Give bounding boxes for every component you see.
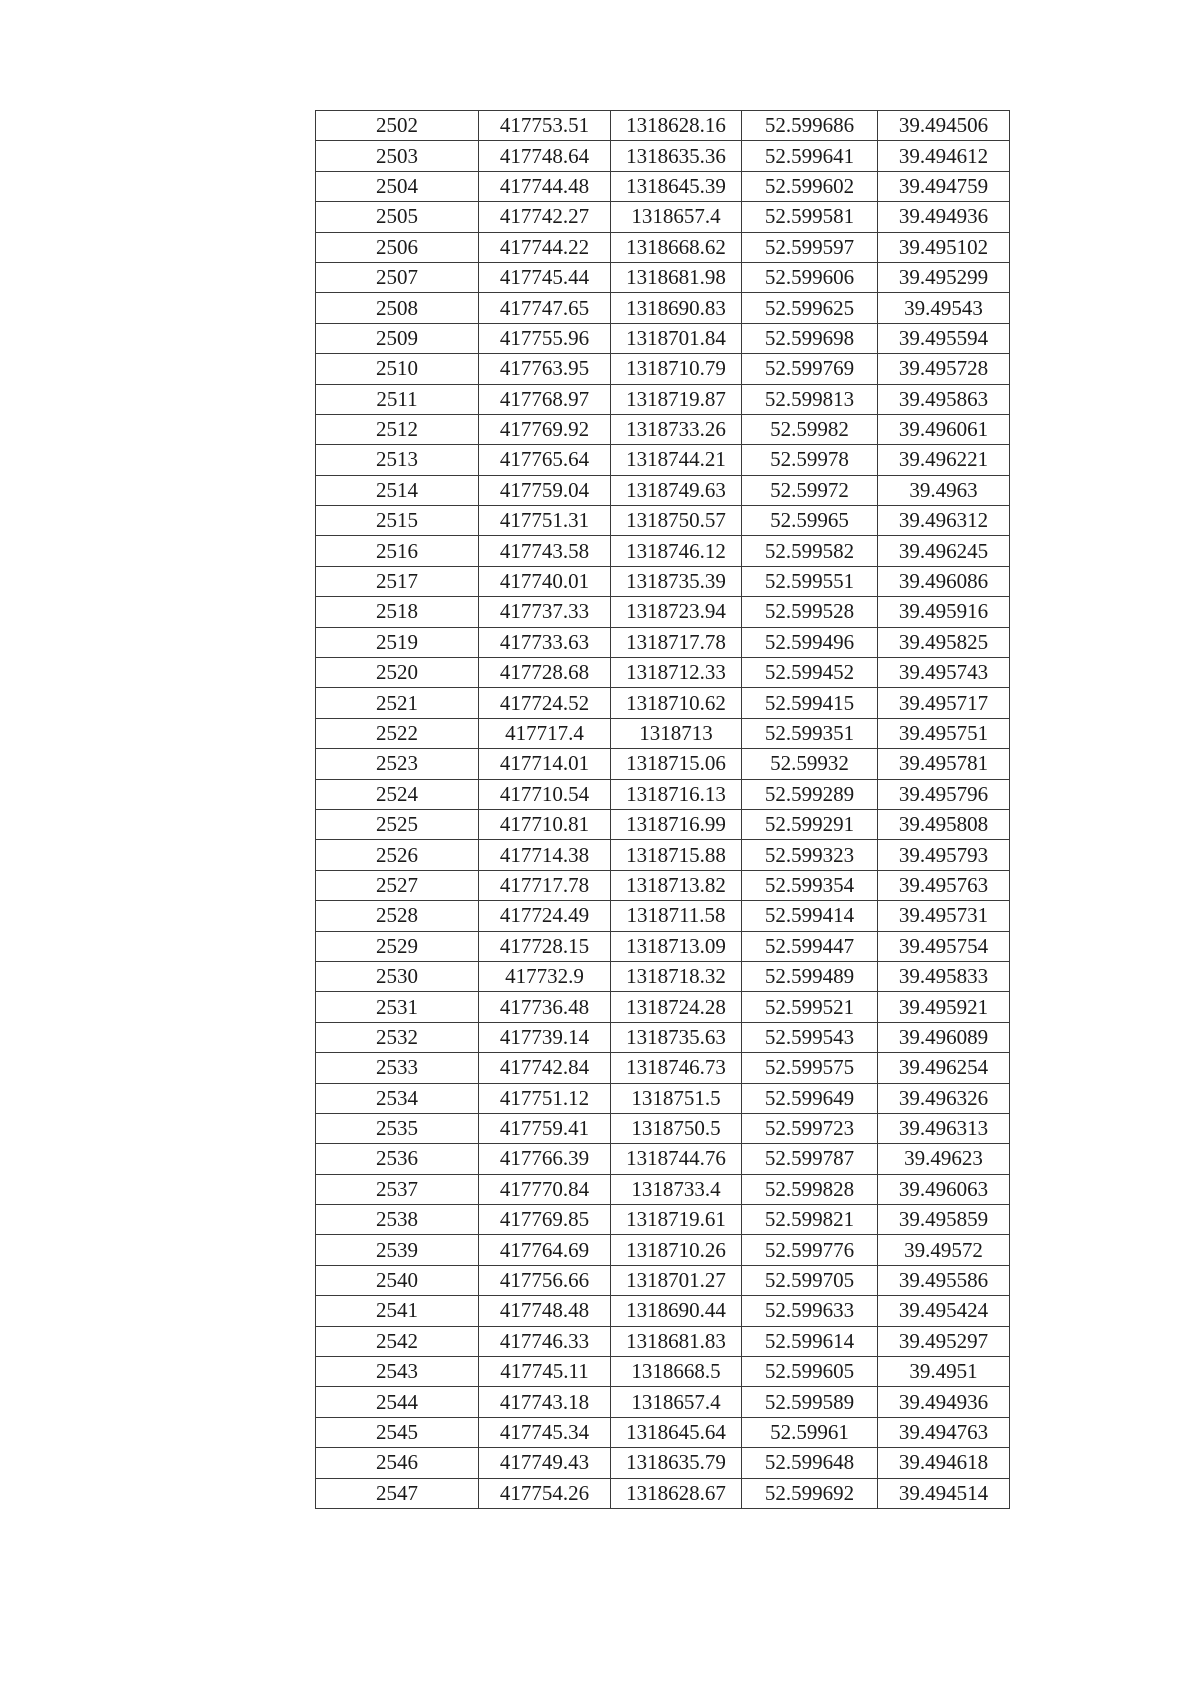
y-coordinate-cell: 1318657.4 xyxy=(611,202,742,232)
x-coordinate-cell: 417745.11 xyxy=(479,1357,611,1387)
y-coordinate-cell: 1318668.62 xyxy=(611,232,742,262)
longitude-cell: 39.495728 xyxy=(878,354,1010,384)
table-row xyxy=(316,809,1010,839)
longitude-cell: 39.495424 xyxy=(878,1296,1010,1326)
x-coordinate-cell: 417728.15 xyxy=(479,931,611,961)
point-number-cell: 2520 xyxy=(316,658,479,688)
longitude-cell: 39.4951 xyxy=(878,1357,1010,1387)
longitude-cell: 39.494763 xyxy=(878,1417,1010,1447)
point-number-cell: 2508 xyxy=(316,293,479,323)
table-row xyxy=(316,870,1010,900)
x-coordinate-cell: 417710.81 xyxy=(479,809,611,839)
point-number-cell: 2536 xyxy=(316,1144,479,1174)
longitude-cell: 39.495299 xyxy=(878,262,1010,292)
point-number-cell: 2542 xyxy=(316,1326,479,1356)
table-row xyxy=(316,597,1010,627)
point-number-cell: 2505 xyxy=(316,202,479,232)
y-coordinate-cell: 1318681.98 xyxy=(611,262,742,292)
table-row xyxy=(316,232,1010,262)
latitude-cell: 52.599289 xyxy=(742,779,878,809)
longitude-cell: 39.496086 xyxy=(878,566,1010,596)
longitude-cell: 39.496245 xyxy=(878,536,1010,566)
latitude-cell: 52.599447 xyxy=(742,931,878,961)
table-row xyxy=(316,141,1010,171)
x-coordinate-cell: 417740.01 xyxy=(479,566,611,596)
x-coordinate-cell: 417742.84 xyxy=(479,1053,611,1083)
table-row xyxy=(316,171,1010,201)
y-coordinate-cell: 1318645.64 xyxy=(611,1417,742,1447)
y-coordinate-cell: 1318746.12 xyxy=(611,536,742,566)
longitude-cell: 39.495594 xyxy=(878,323,1010,353)
x-coordinate-cell: 417714.38 xyxy=(479,840,611,870)
latitude-cell: 52.599323 xyxy=(742,840,878,870)
longitude-cell: 39.496313 xyxy=(878,1113,1010,1143)
latitude-cell: 52.599489 xyxy=(742,961,878,991)
y-coordinate-cell: 1318749.63 xyxy=(611,475,742,505)
point-number-cell: 2526 xyxy=(316,840,479,870)
latitude-cell: 52.599641 xyxy=(742,141,878,171)
longitude-cell: 39.49572 xyxy=(878,1235,1010,1265)
longitude-cell: 39.49623 xyxy=(878,1144,1010,1174)
y-coordinate-cell: 1318712.33 xyxy=(611,658,742,688)
x-coordinate-cell: 417742.27 xyxy=(479,202,611,232)
y-coordinate-cell: 1318713.82 xyxy=(611,870,742,900)
table-row xyxy=(316,293,1010,323)
longitude-cell: 39.496221 xyxy=(878,445,1010,475)
latitude-cell: 52.599528 xyxy=(742,597,878,627)
latitude-cell: 52.599769 xyxy=(742,354,878,384)
latitude-cell: 52.599575 xyxy=(742,1053,878,1083)
y-coordinate-cell: 1318718.32 xyxy=(611,961,742,991)
point-number-cell: 2545 xyxy=(316,1417,479,1447)
longitude-cell: 39.494506 xyxy=(878,111,1010,141)
table-row xyxy=(316,1296,1010,1326)
latitude-cell: 52.599813 xyxy=(742,384,878,414)
y-coordinate-cell: 1318713 xyxy=(611,718,742,748)
point-number-cell: 2543 xyxy=(316,1357,479,1387)
table-row xyxy=(316,1448,1010,1478)
longitude-cell: 39.495825 xyxy=(878,627,1010,657)
latitude-cell: 52.599828 xyxy=(742,1174,878,1204)
latitude-cell: 52.599649 xyxy=(742,1083,878,1113)
y-coordinate-cell: 1318716.99 xyxy=(611,809,742,839)
point-number-cell: 2535 xyxy=(316,1113,479,1143)
y-coordinate-cell: 1318711.58 xyxy=(611,901,742,931)
table-row xyxy=(316,1326,1010,1356)
y-coordinate-cell: 1318735.39 xyxy=(611,566,742,596)
table-row xyxy=(316,901,1010,931)
longitude-cell: 39.496312 xyxy=(878,506,1010,536)
point-number-cell: 2509 xyxy=(316,323,479,353)
longitude-cell: 39.495743 xyxy=(878,658,1010,688)
point-number-cell: 2547 xyxy=(316,1478,479,1508)
latitude-cell: 52.599698 xyxy=(742,323,878,353)
table-row xyxy=(316,536,1010,566)
longitude-cell: 39.495781 xyxy=(878,749,1010,779)
x-coordinate-cell: 417754.26 xyxy=(479,1478,611,1508)
table-row xyxy=(316,323,1010,353)
latitude-cell: 52.599723 xyxy=(742,1113,878,1143)
latitude-cell: 52.59932 xyxy=(742,749,878,779)
latitude-cell: 52.599787 xyxy=(742,1144,878,1174)
x-coordinate-cell: 417724.52 xyxy=(479,688,611,718)
table-row xyxy=(316,931,1010,961)
table-row xyxy=(316,506,1010,536)
point-number-cell: 2507 xyxy=(316,262,479,292)
table-row xyxy=(316,658,1010,688)
y-coordinate-cell: 1318713.09 xyxy=(611,931,742,961)
point-number-cell: 2532 xyxy=(316,1022,479,1052)
latitude-cell: 52.599625 xyxy=(742,293,878,323)
latitude-cell: 52.599496 xyxy=(742,627,878,657)
table-row xyxy=(316,1357,1010,1387)
y-coordinate-cell: 1318710.62 xyxy=(611,688,742,718)
latitude-cell: 52.599821 xyxy=(742,1205,878,1235)
longitude-cell: 39.494936 xyxy=(878,202,1010,232)
y-coordinate-cell: 1318750.5 xyxy=(611,1113,742,1143)
table-row xyxy=(316,840,1010,870)
x-coordinate-cell: 417744.22 xyxy=(479,232,611,262)
table-row xyxy=(316,566,1010,596)
table-row xyxy=(316,1265,1010,1295)
x-coordinate-cell: 417736.48 xyxy=(479,992,611,1022)
y-coordinate-cell: 1318710.26 xyxy=(611,1235,742,1265)
point-number-cell: 2522 xyxy=(316,718,479,748)
longitude-cell: 39.496089 xyxy=(878,1022,1010,1052)
longitude-cell: 39.4963 xyxy=(878,475,1010,505)
latitude-cell: 52.599602 xyxy=(742,171,878,201)
longitude-cell: 39.496061 xyxy=(878,414,1010,444)
latitude-cell: 52.59965 xyxy=(742,506,878,536)
point-number-cell: 2537 xyxy=(316,1174,479,1204)
latitude-cell: 52.599291 xyxy=(742,809,878,839)
x-coordinate-cell: 417743.58 xyxy=(479,536,611,566)
longitude-cell: 39.496063 xyxy=(878,1174,1010,1204)
y-coordinate-cell: 1318733.26 xyxy=(611,414,742,444)
latitude-cell: 52.59961 xyxy=(742,1417,878,1447)
coordinates-table-body xyxy=(316,111,1010,1509)
y-coordinate-cell: 1318719.87 xyxy=(611,384,742,414)
y-coordinate-cell: 1318716.13 xyxy=(611,779,742,809)
table-row xyxy=(316,1417,1010,1447)
point-number-cell: 2531 xyxy=(316,992,479,1022)
x-coordinate-cell: 417710.54 xyxy=(479,779,611,809)
table-row xyxy=(316,262,1010,292)
table-row xyxy=(316,992,1010,1022)
table-row xyxy=(316,384,1010,414)
y-coordinate-cell: 1318668.5 xyxy=(611,1357,742,1387)
y-coordinate-cell: 1318681.83 xyxy=(611,1326,742,1356)
table-row xyxy=(316,718,1010,748)
table-row xyxy=(316,1113,1010,1143)
table-row xyxy=(316,111,1010,141)
y-coordinate-cell: 1318635.79 xyxy=(611,1448,742,1478)
x-coordinate-cell: 417768.97 xyxy=(479,384,611,414)
table-row xyxy=(316,779,1010,809)
point-number-cell: 2533 xyxy=(316,1053,479,1083)
x-coordinate-cell: 417763.95 xyxy=(479,354,611,384)
latitude-cell: 52.599605 xyxy=(742,1357,878,1387)
table-row xyxy=(316,1205,1010,1235)
x-coordinate-cell: 417769.85 xyxy=(479,1205,611,1235)
point-number-cell: 2529 xyxy=(316,931,479,961)
x-coordinate-cell: 417759.04 xyxy=(479,475,611,505)
x-coordinate-cell: 417724.49 xyxy=(479,901,611,931)
longitude-cell: 39.495916 xyxy=(878,597,1010,627)
latitude-cell: 52.599614 xyxy=(742,1326,878,1356)
longitude-cell: 39.495102 xyxy=(878,232,1010,262)
longitude-cell: 39.495297 xyxy=(878,1326,1010,1356)
x-coordinate-cell: 417755.96 xyxy=(479,323,611,353)
y-coordinate-cell: 1318750.57 xyxy=(611,506,742,536)
point-number-cell: 2538 xyxy=(316,1205,479,1235)
latitude-cell: 52.599776 xyxy=(742,1235,878,1265)
longitude-cell: 39.495833 xyxy=(878,961,1010,991)
latitude-cell: 52.599354 xyxy=(742,870,878,900)
x-coordinate-cell: 417747.65 xyxy=(479,293,611,323)
x-coordinate-cell: 417756.66 xyxy=(479,1265,611,1295)
latitude-cell: 52.59978 xyxy=(742,445,878,475)
point-number-cell: 2540 xyxy=(316,1265,479,1295)
longitude-cell: 39.494936 xyxy=(878,1387,1010,1417)
x-coordinate-cell: 417766.39 xyxy=(479,1144,611,1174)
latitude-cell: 52.599633 xyxy=(742,1296,878,1326)
x-coordinate-cell: 417759.41 xyxy=(479,1113,611,1143)
longitude-cell: 39.495796 xyxy=(878,779,1010,809)
x-coordinate-cell: 417745.34 xyxy=(479,1417,611,1447)
point-number-cell: 2541 xyxy=(316,1296,479,1326)
longitude-cell: 39.495863 xyxy=(878,384,1010,414)
x-coordinate-cell: 417739.14 xyxy=(479,1022,611,1052)
y-coordinate-cell: 1318733.4 xyxy=(611,1174,742,1204)
longitude-cell: 39.495586 xyxy=(878,1265,1010,1295)
y-coordinate-cell: 1318635.36 xyxy=(611,141,742,171)
y-coordinate-cell: 1318717.78 xyxy=(611,627,742,657)
point-number-cell: 2516 xyxy=(316,536,479,566)
latitude-cell: 52.599351 xyxy=(742,718,878,748)
latitude-cell: 52.599581 xyxy=(742,202,878,232)
x-coordinate-cell: 417728.68 xyxy=(479,658,611,688)
point-number-cell: 2510 xyxy=(316,354,479,384)
x-coordinate-cell: 417732.9 xyxy=(479,961,611,991)
x-coordinate-cell: 417714.01 xyxy=(479,749,611,779)
longitude-cell: 39.49543 xyxy=(878,293,1010,323)
longitude-cell: 39.495921 xyxy=(878,992,1010,1022)
x-coordinate-cell: 417748.64 xyxy=(479,141,611,171)
point-number-cell: 2519 xyxy=(316,627,479,657)
point-number-cell: 2546 xyxy=(316,1448,479,1478)
latitude-cell: 52.599415 xyxy=(742,688,878,718)
latitude-cell: 52.599551 xyxy=(742,566,878,596)
table-row xyxy=(316,475,1010,505)
latitude-cell: 52.599692 xyxy=(742,1478,878,1508)
longitude-cell: 39.494612 xyxy=(878,141,1010,171)
x-coordinate-cell: 417764.69 xyxy=(479,1235,611,1265)
longitude-cell: 39.495754 xyxy=(878,931,1010,961)
longitude-cell: 39.495808 xyxy=(878,809,1010,839)
longitude-cell: 39.494514 xyxy=(878,1478,1010,1508)
table-row xyxy=(316,414,1010,444)
x-coordinate-cell: 417748.48 xyxy=(479,1296,611,1326)
latitude-cell: 52.599648 xyxy=(742,1448,878,1478)
y-coordinate-cell: 1318744.76 xyxy=(611,1144,742,1174)
latitude-cell: 52.599543 xyxy=(742,1022,878,1052)
y-coordinate-cell: 1318628.67 xyxy=(611,1478,742,1508)
point-number-cell: 2544 xyxy=(316,1387,479,1417)
latitude-cell: 52.599452 xyxy=(742,658,878,688)
table-row xyxy=(316,445,1010,475)
table-row xyxy=(316,202,1010,232)
point-number-cell: 2517 xyxy=(316,566,479,596)
table-row xyxy=(316,1083,1010,1113)
longitude-cell: 39.495763 xyxy=(878,870,1010,900)
x-coordinate-cell: 417746.33 xyxy=(479,1326,611,1356)
longitude-cell: 39.494759 xyxy=(878,171,1010,201)
point-number-cell: 2524 xyxy=(316,779,479,809)
latitude-cell: 52.599606 xyxy=(742,262,878,292)
point-number-cell: 2512 xyxy=(316,414,479,444)
y-coordinate-cell: 1318645.39 xyxy=(611,171,742,201)
y-coordinate-cell: 1318701.27 xyxy=(611,1265,742,1295)
x-coordinate-cell: 417743.18 xyxy=(479,1387,611,1417)
latitude-cell: 52.599705 xyxy=(742,1265,878,1295)
point-number-cell: 2528 xyxy=(316,901,479,931)
longitude-cell: 39.495731 xyxy=(878,901,1010,931)
longitude-cell: 39.496254 xyxy=(878,1053,1010,1083)
longitude-cell: 39.495859 xyxy=(878,1205,1010,1235)
table-row xyxy=(316,1022,1010,1052)
y-coordinate-cell: 1318657.4 xyxy=(611,1387,742,1417)
coordinates-table xyxy=(315,110,1010,1509)
longitude-cell: 39.495793 xyxy=(878,840,1010,870)
point-number-cell: 2530 xyxy=(316,961,479,991)
point-number-cell: 2521 xyxy=(316,688,479,718)
table-row xyxy=(316,1174,1010,1204)
point-number-cell: 2513 xyxy=(316,445,479,475)
point-number-cell: 2514 xyxy=(316,475,479,505)
latitude-cell: 52.599589 xyxy=(742,1387,878,1417)
y-coordinate-cell: 1318751.5 xyxy=(611,1083,742,1113)
y-coordinate-cell: 1318628.16 xyxy=(611,111,742,141)
point-number-cell: 2502 xyxy=(316,111,479,141)
x-coordinate-cell: 417744.48 xyxy=(479,171,611,201)
latitude-cell: 52.59972 xyxy=(742,475,878,505)
point-number-cell: 2503 xyxy=(316,141,479,171)
latitude-cell: 52.599414 xyxy=(742,901,878,931)
table-row xyxy=(316,1053,1010,1083)
point-number-cell: 2527 xyxy=(316,870,479,900)
table-row xyxy=(316,627,1010,657)
y-coordinate-cell: 1318746.73 xyxy=(611,1053,742,1083)
y-coordinate-cell: 1318724.28 xyxy=(611,992,742,1022)
table-row xyxy=(316,1387,1010,1417)
x-coordinate-cell: 417733.63 xyxy=(479,627,611,657)
y-coordinate-cell: 1318719.61 xyxy=(611,1205,742,1235)
x-coordinate-cell: 417737.33 xyxy=(479,597,611,627)
latitude-cell: 52.59982 xyxy=(742,414,878,444)
latitude-cell: 52.599686 xyxy=(742,111,878,141)
x-coordinate-cell: 417765.64 xyxy=(479,445,611,475)
x-coordinate-cell: 417770.84 xyxy=(479,1174,611,1204)
point-number-cell: 2525 xyxy=(316,809,479,839)
latitude-cell: 52.599597 xyxy=(742,232,878,262)
table-row xyxy=(316,1478,1010,1508)
x-coordinate-cell: 417769.92 xyxy=(479,414,611,444)
point-number-cell: 2504 xyxy=(316,171,479,201)
point-number-cell: 2506 xyxy=(316,232,479,262)
x-coordinate-cell: 417745.44 xyxy=(479,262,611,292)
x-coordinate-cell: 417751.12 xyxy=(479,1083,611,1113)
table-row xyxy=(316,749,1010,779)
x-coordinate-cell: 417717.78 xyxy=(479,870,611,900)
table-row xyxy=(316,961,1010,991)
y-coordinate-cell: 1318723.94 xyxy=(611,597,742,627)
latitude-cell: 52.599582 xyxy=(742,536,878,566)
y-coordinate-cell: 1318701.84 xyxy=(611,323,742,353)
point-number-cell: 2515 xyxy=(316,506,479,536)
point-number-cell: 2523 xyxy=(316,749,479,779)
point-number-cell: 2518 xyxy=(316,597,479,627)
y-coordinate-cell: 1318690.44 xyxy=(611,1296,742,1326)
point-number-cell: 2511 xyxy=(316,384,479,414)
point-number-cell: 2534 xyxy=(316,1083,479,1113)
point-number-cell: 2539 xyxy=(316,1235,479,1265)
x-coordinate-cell: 417749.43 xyxy=(479,1448,611,1478)
x-coordinate-cell: 417717.4 xyxy=(479,718,611,748)
longitude-cell: 39.495751 xyxy=(878,718,1010,748)
table-row xyxy=(316,1235,1010,1265)
x-coordinate-cell: 417751.31 xyxy=(479,506,611,536)
y-coordinate-cell: 1318715.88 xyxy=(611,840,742,870)
y-coordinate-cell: 1318744.21 xyxy=(611,445,742,475)
longitude-cell: 39.494618 xyxy=(878,1448,1010,1478)
y-coordinate-cell: 1318715.06 xyxy=(611,749,742,779)
latitude-cell: 52.599521 xyxy=(742,992,878,1022)
x-coordinate-cell: 417753.51 xyxy=(479,111,611,141)
table-row xyxy=(316,1144,1010,1174)
table-row xyxy=(316,354,1010,384)
y-coordinate-cell: 1318710.79 xyxy=(611,354,742,384)
longitude-cell: 39.496326 xyxy=(878,1083,1010,1113)
longitude-cell: 39.495717 xyxy=(878,688,1010,718)
table-row xyxy=(316,688,1010,718)
y-coordinate-cell: 1318690.83 xyxy=(611,293,742,323)
y-coordinate-cell: 1318735.63 xyxy=(611,1022,742,1052)
